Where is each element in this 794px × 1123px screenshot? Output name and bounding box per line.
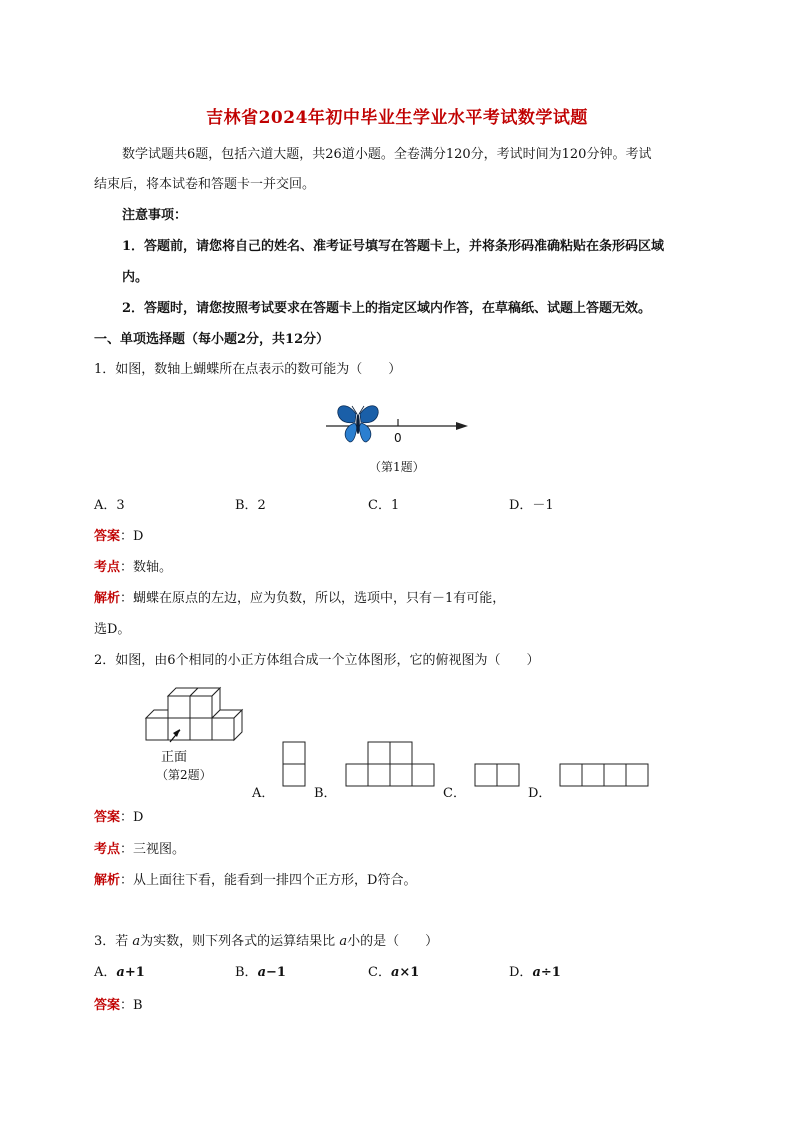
option-c-square (475, 764, 497, 786)
cube-stack-figure (140, 684, 250, 746)
q1-answer-value: ：D (120, 529, 144, 544)
q2-caption: （第2题） (156, 768, 212, 782)
option-var: a (532, 965, 541, 980)
q1-stem: 1．如图，数轴上蝴蝶所在点表示的数可能为（ ） (94, 362, 402, 377)
option-letter: D． (509, 965, 533, 980)
q2-option-a: A． (252, 786, 275, 801)
q1-analysis-cont: 选D。 (94, 622, 131, 637)
analysis-label: 解析 (94, 591, 121, 606)
option-letter: A． (94, 965, 117, 980)
q3-var: a (339, 934, 348, 949)
q3-option-d (509, 963, 561, 983)
option-b-square (390, 742, 412, 764)
q3-option-c (368, 963, 419, 983)
q3-answer (94, 996, 143, 1016)
option-d-square (560, 764, 582, 786)
option-b-square (412, 764, 434, 786)
q3-stem-mid: 为实数，则下列各式的运算结果比 (140, 934, 340, 949)
point-label: 考点 (94, 560, 121, 575)
option-op: +1 (124, 965, 145, 980)
q2-point (94, 840, 185, 860)
option-c-square (497, 764, 519, 786)
option-var: a (390, 965, 400, 980)
q1-analysis-value: ：蝴蝶在原点的左边，应为负数，所以，选项中，只有－1有可能， (120, 591, 506, 606)
option-a-square (283, 764, 305, 786)
option-op: ×1 (399, 965, 420, 980)
page-title: 吉林省2024年初中毕业生学业水平考试数学试题 (206, 108, 588, 128)
cube-front (168, 718, 190, 740)
option-b-square (368, 764, 390, 786)
section-heading: 一、单项选择题（每小题2分，共12分） (94, 332, 330, 347)
q1-caption: （第1题） (369, 460, 425, 474)
option-op: −1 (266, 965, 286, 980)
analysis-label: 解析 (94, 873, 121, 888)
answer-label: 答案 (94, 998, 121, 1013)
point-label: 考点 (94, 842, 121, 857)
option-b-square (368, 742, 390, 764)
butterfly-icon (338, 406, 378, 442)
intro-line-2: 结束后，将本试卷和答题卡一并交回。 (94, 177, 316, 192)
answer-label: 答案 (94, 810, 121, 825)
q2-stem: 2．如图，由6个相同的小正方体组合成一个立体图形，它的俯视图为（ ） (94, 653, 540, 668)
q2-point-value: ：三视图。 (120, 842, 186, 857)
q2-option-c: C． (443, 786, 466, 801)
q2-analysis (94, 871, 416, 891)
q3-option-b (235, 963, 286, 983)
cube-front (168, 696, 190, 718)
q1-option-d: D．－1 (509, 498, 554, 513)
option-d-square (604, 764, 626, 786)
q2-option-figures (280, 740, 660, 790)
q3-answer-value: ：B (120, 998, 143, 1013)
q1-point-value: ：数轴。 (120, 560, 173, 575)
q2-option-d: D． (528, 786, 552, 801)
cube-front (190, 696, 212, 718)
q1-option-a: A．3 (94, 498, 125, 513)
option-letter: B． (235, 965, 258, 980)
answer-label: 答案 (94, 529, 121, 544)
option-a-square (283, 742, 305, 764)
q2-analysis-value: ：从上面往下看，能看到一排四个正方形，D符合。 (120, 873, 417, 888)
notice-item-2: 2．答题时，请您按照考试要求在答题卡上的指定区域内作答，在草稿纸、试题上答题无效。 (122, 301, 652, 316)
option-var: a (257, 965, 266, 980)
option-letter: C． (368, 965, 391, 980)
q1-option-c: C．1 (368, 498, 400, 513)
q2-front-label: 正面 (161, 750, 188, 765)
number-line-arrow (456, 422, 468, 430)
cube-front (146, 718, 168, 740)
cube-front (190, 718, 212, 740)
notice-item-1: 1．答题前，请您将自己的姓名、准考证号填写在答题卡上，并将条形码准确粘贴在条形码区域 (122, 239, 665, 254)
intro-line-1: 数学试题共6题，包括六道大题，共26道小题。全卷满分120分，考试时间为120分钟。考试 (122, 147, 652, 162)
q3-option-a (94, 963, 145, 983)
option-var: a (116, 965, 125, 980)
q2-answer (94, 808, 143, 828)
q1-point (94, 558, 172, 578)
cube-top (146, 710, 168, 718)
number-line-figure (320, 400, 480, 448)
q3-stem-post: 小的是（ ） (347, 934, 439, 949)
q1-option-b: B．2 (235, 498, 266, 513)
cube-front (212, 718, 234, 740)
notice-item-1-cont: 内。 (122, 270, 149, 285)
q3-var: a (132, 934, 141, 949)
notice-heading: 注意事项： (122, 208, 188, 223)
q1-analysis (94, 589, 505, 609)
q2-answer-value: ：D (120, 810, 144, 825)
option-d-square (582, 764, 604, 786)
axis-zero-label: 0 (394, 431, 402, 445)
q3-stem-pre: 3．若 (94, 934, 133, 949)
q2-option-b: B． (314, 786, 337, 801)
q1-answer (94, 527, 143, 547)
option-b-square (346, 764, 368, 786)
q3-stem (94, 932, 438, 952)
option-b-square (390, 764, 412, 786)
option-d-square (626, 764, 648, 786)
option-op: ÷1 (540, 965, 561, 980)
